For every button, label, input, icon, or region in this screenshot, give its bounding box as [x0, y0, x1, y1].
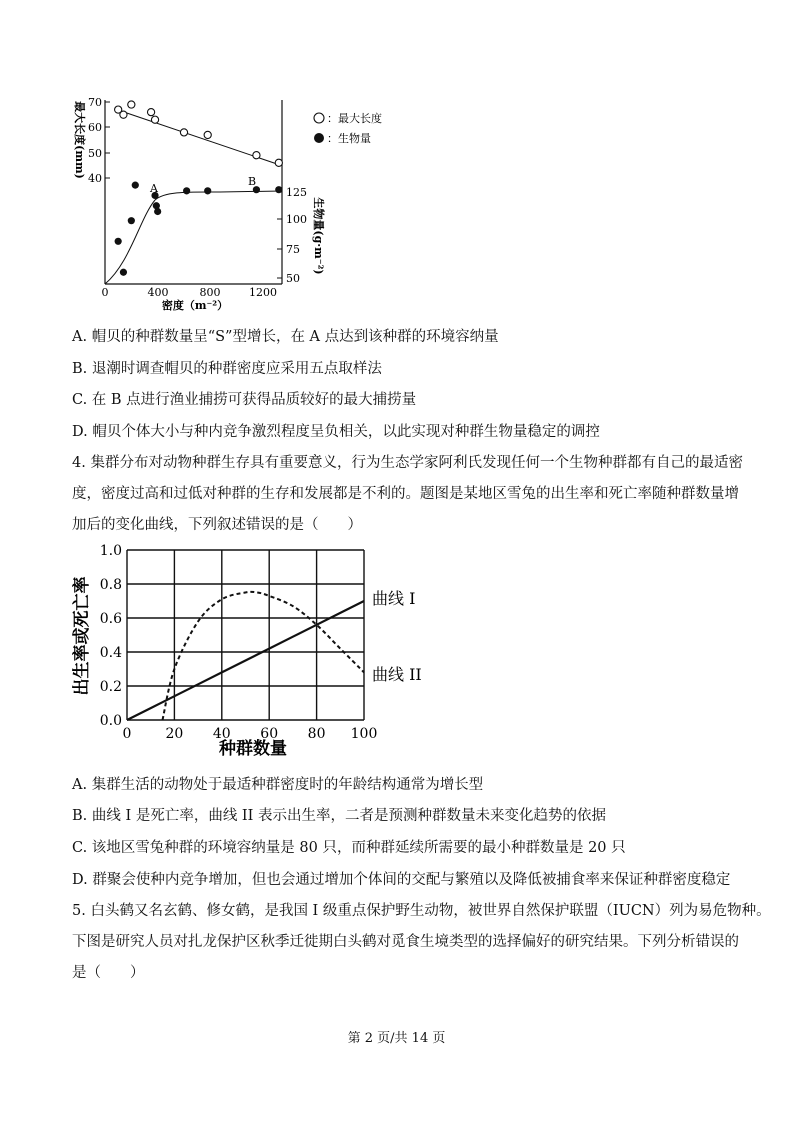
right-tick-75: 75 — [286, 243, 300, 256]
biomass-point — [204, 187, 211, 194]
legend-filled-circle-icon — [314, 133, 324, 143]
chart2-x-tick: 80 — [307, 726, 326, 742]
q3-option-b: B. 退潮时调查帽贝的种群密度应采用五点取样法 — [72, 361, 382, 377]
curve-2-label: 曲线 II — [372, 665, 422, 684]
q5-stem-line-3: 是（ ） — [72, 965, 145, 981]
x-tick-400: 400 — [147, 286, 169, 299]
curve-1-line — [127, 601, 364, 720]
right-tick-50: 50 — [286, 272, 300, 285]
q4-option-b: B. 曲线 I 是死亡率，曲线 II 表示出生率，二者是预测种群数量未来变化趋势的依据 — [72, 808, 606, 824]
q5-stem-line-1: 5. 白头鹤又名玄鹤、修女鹤，是我国 I 级重点保护野生动物，被世界自然保护联盟（IUCN）列为易危物种。 — [72, 903, 771, 919]
bottom-axis-ticks — [102, 286, 278, 299]
length-point — [180, 129, 187, 136]
length-point — [120, 111, 127, 118]
q4-stem-line-2: 度，密度过高和过低对种群的生存和发展都是不利的。题图是某地区雪兔的出生率和死亡率随种群数量增 — [72, 486, 739, 502]
q3-option-c: C. 在 B 点进行渔业捕捞可获得品质较好的最大捕捞量 — [72, 392, 417, 408]
biomass-point — [183, 187, 190, 194]
chart2-y-tick: 0.4 — [99, 645, 122, 661]
length-point — [128, 101, 135, 108]
biomass-point — [115, 238, 122, 245]
chart2-y-ticks — [100, 543, 122, 729]
q4-option-d: D. 群聚会使种内竞争增加，但也会通过增加个体间的交配与繁殖以及降低被捕食率来保证种群密度稳定 — [72, 872, 731, 888]
chart-shell-size-biomass — [60, 88, 400, 313]
chart2-x-tick: 40 — [212, 726, 231, 742]
x-tick-800: 800 — [199, 286, 221, 299]
chart2-y-tick: 0.2 — [99, 679, 122, 695]
biomass-point — [132, 182, 139, 189]
curve-1-label: 曲线 I — [372, 589, 416, 608]
length-point — [147, 109, 154, 116]
left-axis-ticks — [88, 96, 110, 185]
biomass-point — [120, 269, 127, 276]
left-tick-40: 40 — [88, 172, 102, 185]
q4-stem-line-3: 加后的变化曲线，下列叙述错误的是（ ） — [72, 517, 362, 533]
q5-stem-line-2: 下图是研究人员对扎龙保护区秋季迁徙期白头鹤对觅食生境类型的选择偏好的研究结果。下列分析错误的 — [72, 934, 739, 950]
length-point — [275, 159, 282, 166]
left-tick-70: 70 — [88, 96, 102, 109]
q3-option-a: A. 帽贝的种群数量呈“S”型增长，在 A 点达到该种群的环境容纳量 — [72, 329, 499, 345]
length-point — [151, 116, 158, 123]
curve-2-line — [163, 592, 365, 720]
biomass-point — [275, 186, 282, 193]
page-footer: 第 2 页/共 14 页 — [347, 1031, 446, 1046]
x-axis-label: 密度（m⁻²） — [161, 299, 229, 312]
left-tick-50: 50 — [88, 147, 102, 160]
biomass-curve — [105, 191, 282, 284]
point-b-label: B — [248, 175, 257, 188]
right-tick-100: 100 — [286, 213, 307, 226]
length-point — [253, 152, 260, 159]
chart2-y-tick: 0.8 — [99, 577, 122, 593]
biomass-point — [128, 217, 135, 224]
chart1-legend — [314, 111, 382, 145]
left-axis-label: 最大长度(mm) — [73, 101, 86, 179]
x-tick-0: 0 — [101, 286, 109, 299]
q4-option-c: C. 该地区雪兔种群的环境容纳量是 80 只，而种群延续所需要的最小种群数量是 20 只 — [72, 840, 626, 856]
chart2-y-tick: 0.0 — [99, 713, 122, 729]
x-tick-1200: 1200 — [249, 286, 277, 299]
chart2-x-tick: 20 — [165, 726, 184, 742]
legend-open-circle-icon — [314, 113, 324, 123]
right-tick-125: 125 — [286, 186, 307, 199]
chart2-x-tick: 60 — [260, 726, 279, 742]
biomass-point — [154, 208, 161, 215]
q3-option-d: D. 帽贝个体大小与种内竞争激烈程度呈负相关，以此实现对种群生物量稳定的调控 — [72, 424, 600, 440]
chart2-x-axis-label: 种群数量 — [219, 739, 287, 759]
legend-open-label: ：最大长度 — [327, 112, 382, 125]
length-point — [204, 131, 211, 138]
chart2-y-tick: 1.0 — [99, 543, 122, 559]
right-axis-label: 生物量(g·m⁻²) — [312, 197, 325, 275]
chart2-y-axis-label: 出生率或死亡率 — [72, 576, 92, 696]
q4-option-a: A. 集群生活的动物处于最适种群密度时的年龄结构通常为增长型 — [72, 777, 484, 793]
chart-birth-death-rate — [70, 540, 430, 760]
chart1-points — [115, 101, 283, 276]
legend-filled-label: ：生物量 — [327, 132, 371, 145]
left-tick-60: 60 — [88, 121, 102, 134]
chart2-x-tick: 100 — [350, 726, 378, 742]
chart2-y-tick: 0.6 — [99, 611, 122, 627]
point-a-label: A — [150, 182, 158, 195]
chart2-x-tick: 0 — [122, 726, 132, 742]
q4-stem-line-1: 4. 集群分布对动物种群生存具有重要意义，行为生态学家阿利氏发现任何一个生物种群都有自己的最适密 — [72, 455, 743, 471]
